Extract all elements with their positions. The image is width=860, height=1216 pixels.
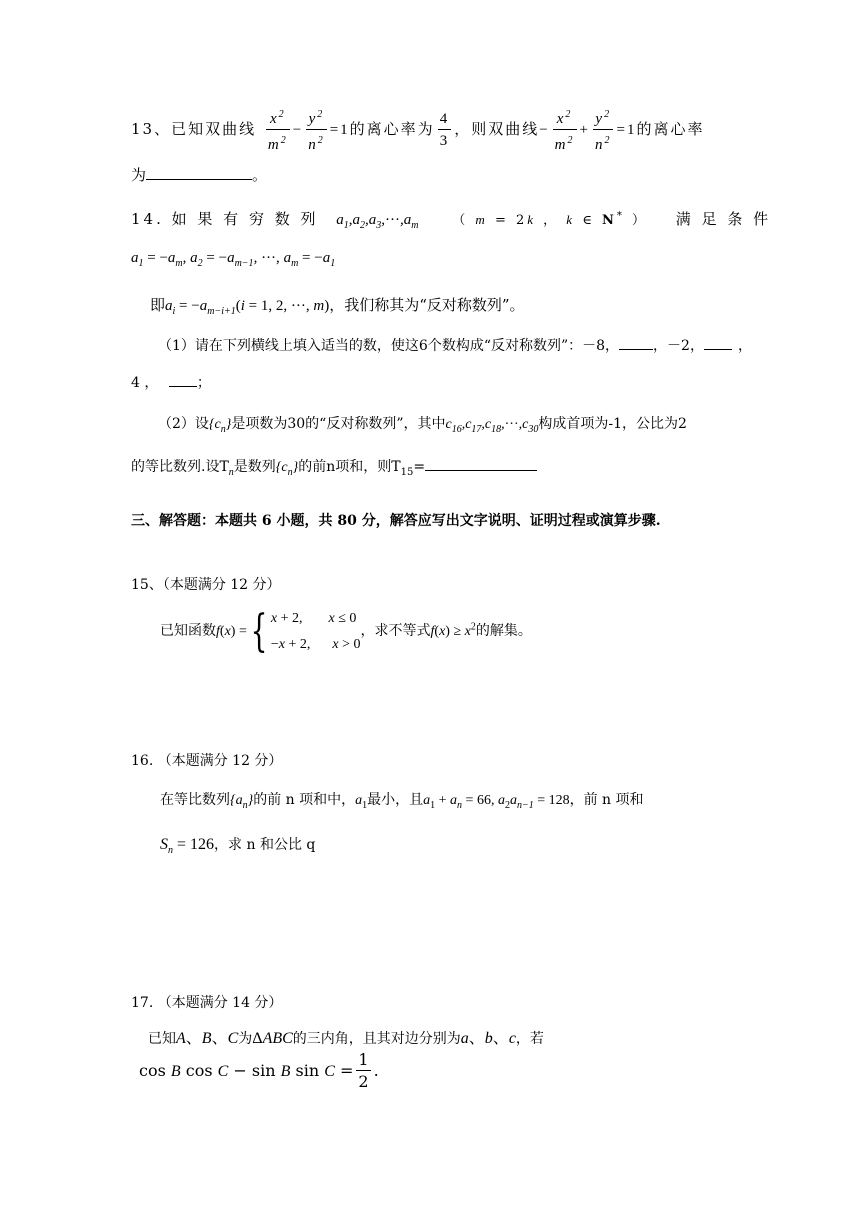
question-text: ；	[196, 375, 211, 391]
definition-formula: $a_i = -a_{m-i+1}(i = 1$, 2, ···, m)	[165, 298, 330, 317]
sequence-condition: （ m = 2k ， k ∈ N* ）	[452, 210, 648, 228]
question-13-line-2	[131, 164, 267, 185]
question-14-part-2-cont	[131, 456, 537, 478]
condition-formula: $a_1 + a_n = 66$, $a_2a_{n-1} = 128$	[423, 793, 570, 811]
question-14-part-2	[158, 413, 687, 435]
term-symbol: $a_1$	[355, 793, 368, 811]
question-17-header: 17. （本题满分 14 分）	[131, 995, 283, 1011]
question-text: 构成首项为-1，公比为2	[538, 416, 687, 432]
answer-blank[interactable]	[704, 335, 732, 350]
question-text: （2）设	[158, 416, 209, 432]
question-text: 已知函数	[160, 623, 216, 640]
sum-symbol: $T_n$	[219, 459, 234, 478]
question-text: ，前 n 项和	[569, 792, 644, 808]
question-14-condition: $a_1 = -a_m$, $a_2 = -a_{m-1}$, ···, $a_m = -a_1$	[131, 250, 336, 269]
question-text: ，求 n 和公比 q	[214, 837, 316, 853]
sum-symbol: $T_{15}=$	[391, 459, 426, 478]
sum-formula: $S_n = 126$	[160, 836, 215, 857]
question-text: 的离心率	[636, 119, 705, 138]
trig-equation: cos B cos C − sin B sin C = $\frac{1}{2}$ .	[139, 1050, 379, 1091]
question-text: （1）请在下列横线上填入适当的数，使这6个数构成“反对称数列”：－8，	[158, 338, 620, 354]
question-16-body	[160, 789, 644, 811]
sequence-symbol: $\{c_n\}$	[208, 417, 232, 435]
piecewise-function: f(x) ={ x + 2, x ≤ 0 −x + 2, x > 0	[216, 606, 361, 657]
question-text: ，－2，	[653, 338, 704, 354]
angle-symbols: A、B、C	[176, 1030, 239, 1047]
sequence-expression: $a_1,a_2,a_3,\cdot\cdot\cdot,a_m$	[336, 212, 419, 231]
question-text: 已知	[148, 1031, 176, 1047]
question-16-body-cont	[160, 834, 315, 856]
question-17-body	[148, 1025, 544, 1048]
question-text: 的解集。	[475, 623, 532, 640]
inequality: $f(x) \ge x^2$	[430, 621, 476, 640]
answer-blank[interactable]	[169, 372, 197, 387]
section-heading: 三、解答题：本题共 6 小题，共 80 分，解答应写出文字说明、证明过程或演算步骤.	[131, 513, 661, 529]
question-13-line-1	[131, 105, 704, 156]
question-15-header: 15、（本题满分 12 分）	[131, 577, 281, 593]
question-text: 已知双曲线	[171, 119, 257, 138]
hyperbola-equation-2: − $\frac{x^2}{m^2}$ + $\frac{y^2}{n^2}$ =1	[539, 122, 636, 138]
triangle-symbol: ΔABC	[252, 1030, 293, 1047]
question-number: 14.	[131, 210, 164, 228]
sequence-symbol: $\{c_n\}$	[275, 460, 299, 478]
question-text: 在等比数列	[160, 792, 230, 808]
question-15-body	[160, 606, 532, 658]
question-text: ，求不等式	[360, 623, 431, 640]
question-text: 的离心率为	[349, 119, 435, 138]
question-17-condition	[139, 1050, 379, 1093]
question-16-header: 16. （本题满分 12 分）	[131, 753, 283, 769]
question-text: ，若	[515, 1031, 544, 1047]
question-text: 的前 n 项和中，	[253, 792, 356, 808]
question-14-line-1	[131, 208, 771, 231]
eccentricity-value: $\frac{4}{3}$	[439, 111, 450, 149]
question-number: 13、	[131, 119, 172, 138]
question-text: 最小，且	[367, 792, 424, 808]
sequence-symbol: $\{a_n\}$	[230, 793, 254, 811]
question-14-line-3	[150, 294, 525, 317]
question-text: 是数列	[233, 459, 276, 475]
answer-blank[interactable]	[425, 456, 537, 471]
question-text: 满 足 条 件	[675, 210, 772, 228]
question-text: 的前n项和，则	[298, 459, 392, 475]
question-text: 为	[238, 1031, 253, 1047]
question-text: 的三内角，且其对边分别为	[292, 1031, 461, 1047]
question-text: 是项数为30的“反对称数列”，其中	[231, 416, 446, 432]
question-text: 4 ，	[131, 375, 159, 391]
question-text: ，	[737, 338, 752, 354]
question-text: 的等比数列.设	[131, 459, 220, 475]
question-text: ，我们称其为“反对称数列”。	[329, 296, 525, 314]
question-text: 。	[252, 166, 268, 184]
question-text: 如 果 有 穷 数 列	[171, 210, 319, 228]
answer-blank[interactable]	[146, 165, 252, 180]
answer-blank[interactable]	[619, 335, 653, 350]
side-symbols: a、b、c	[460, 1030, 516, 1047]
question-14-part-1	[158, 335, 752, 355]
question-text: ，则双曲线	[454, 119, 540, 138]
question-14-part-1-cont	[131, 372, 211, 392]
hyperbola-equation: $\frac{x^2}{m^2}$ − $\frac{y^2}{n^2}$ =1	[263, 122, 350, 138]
question-text: 即	[150, 296, 166, 314]
subsequence-expression: $c_{16},c_{17},c_{18},\cdot\cdot\cdot,c_{30}$	[445, 417, 539, 435]
question-text: 为	[131, 166, 147, 184]
